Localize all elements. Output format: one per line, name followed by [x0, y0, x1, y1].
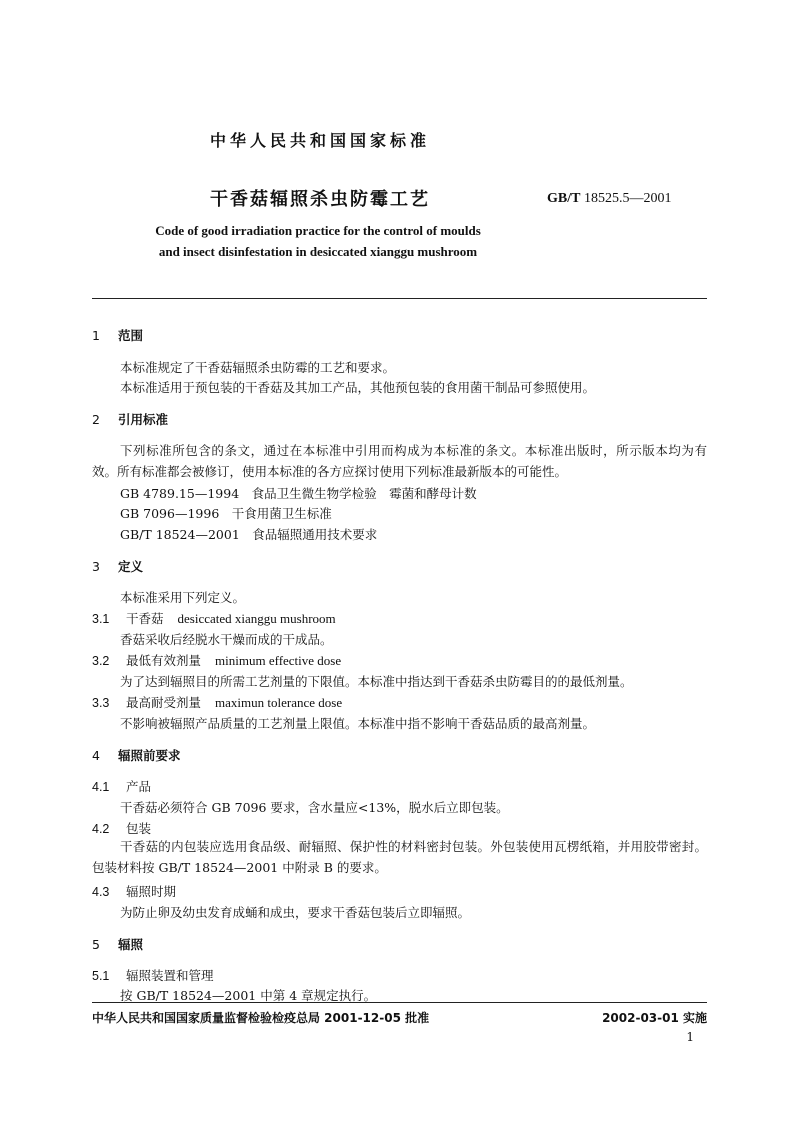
section-title: 辐照前要求 — [118, 748, 181, 763]
standard-number-value: 18525.5—2001 — [580, 191, 672, 206]
standard-number — [547, 191, 671, 207]
clause-5-1-heading — [92, 966, 214, 984]
section-3-paragraph: 本标准采用下列定义。 — [120, 590, 246, 605]
section-number: 4 — [92, 748, 100, 763]
effective-date: 2002-03-01 实施 — [602, 1011, 707, 1025]
section-1-paragraph: 本标准适用于预包装的干香菇及其加工产品，其他预包装的食用菌干制品可参照使用。 — [120, 380, 596, 395]
clause-number: 3.2 — [92, 654, 110, 668]
definition-term: 最低有效剂量 — [126, 653, 202, 668]
definition-text: 不影响被辐照产品质量的工艺剂量上限值。本标准中指不影响干香菇品质的最高剂量。 — [120, 716, 596, 731]
definition-3-3-heading — [92, 693, 342, 711]
section-title: 引用标准 — [118, 412, 169, 427]
definition-term-english: minimum effective dose — [215, 653, 342, 668]
section-4-heading — [92, 746, 181, 764]
standard-category: 中华人民共和国国家标准 — [209, 131, 430, 150]
clause-4-2-heading — [92, 819, 151, 837]
definition-text: 为了达到辐照目的所需工艺剂量的下限值。本标准中指达到干香菇杀虫防霉目的的最低剂量。 — [120, 674, 633, 689]
clause-number: 3.1 — [92, 612, 110, 626]
section-number: 3 — [92, 559, 100, 574]
clause-text: 干香菇的内包装应选用食品级、耐辐照、保护性的材料密封包装。外包装使用瓦楞纸箱，并用胶带密封。包装材料按 GB/T 18524—2001 中附录 B 的要求。 — [92, 839, 707, 875]
definition-3-1-heading — [92, 609, 336, 627]
section-number: 5 — [92, 937, 100, 952]
section-5-heading — [92, 935, 143, 953]
definition-3-2-heading — [92, 651, 341, 669]
clause-4-1-heading — [92, 777, 151, 795]
definition-term-english: desiccated xianggu mushroom — [177, 611, 336, 626]
reference-item: GB/T 18524—2001 食品辐照通用技术要求 — [120, 527, 378, 542]
page-number: 1 — [686, 1030, 694, 1044]
clause-number: 4.1 — [92, 780, 110, 794]
section-3-heading — [92, 557, 143, 575]
clause-number: 4.2 — [92, 822, 110, 836]
section-title: 定义 — [118, 559, 144, 574]
clause-text: 干香菇必须符合 GB 7096 要求，含水量应<13%，脱水后立即包装。 — [120, 800, 509, 815]
clause-title: 包装 — [126, 821, 152, 836]
approval-issuer: 中华人民共和国国家质量监督检验检疫总局 2001-12-05 批准 — [92, 1011, 430, 1025]
section-2-heading — [92, 410, 168, 428]
clause-4-3-heading — [92, 882, 176, 900]
section-number: 1 — [92, 328, 100, 343]
definition-text: 香菇采收后经脱水干燥而成的干成品。 — [120, 632, 333, 647]
definition-term-english: maximun tolerance dose — [215, 695, 343, 710]
standard-number-prefix: GB/T — [547, 191, 581, 206]
section-1-heading — [92, 326, 143, 344]
reference-item: GB 7096—1996 干食用菌卫生标准 — [120, 506, 332, 521]
clause-title: 辐照时期 — [126, 884, 177, 899]
clause-text: 为防止卵及幼虫发育成蛹和成虫，要求干香菇包装后立即辐照。 — [120, 905, 471, 920]
section-title: 范围 — [118, 328, 144, 343]
clause-title: 产品 — [126, 779, 152, 794]
english-title-line1: Code of good irradiation practice for the control of moulds — [155, 223, 481, 238]
document-title: 干香菇辐照杀虫防霉工艺 — [210, 189, 430, 210]
header-divider — [92, 298, 707, 299]
definition-term: 最高耐受剂量 — [126, 695, 202, 710]
reference-item: GB 4789.15—1994 食品卫生微生物学检验 霉菌和酵母计数 — [120, 486, 477, 501]
english-title-line2: and insect disinfestation in desiccated xianggu mushroom — [158, 244, 478, 259]
section-number: 2 — [92, 412, 100, 427]
definition-term: 干香菇 — [126, 611, 164, 626]
clause-title: 辐照装置和管理 — [126, 968, 214, 983]
footer-divider — [92, 1002, 707, 1003]
clause-number: 4.3 — [92, 885, 110, 899]
clause-number: 3.3 — [92, 696, 110, 710]
section-2-paragraph: 下列标准所包含的条文，通过在本标准中引用而构成为本标准的条文。本标准出版时，所示版本均为有效。所有标准都会被修订，使用本标准的各方应探讨使用下列标准最新版本的可能性。 — [92, 443, 707, 479]
section-title: 辐照 — [118, 937, 144, 952]
section-1-paragraph: 本标准规定了干香菇辐照杀虫防霉的工艺和要求。 — [120, 360, 396, 375]
clause-text: 按 GB/T 18524—2001 中第 4 章规定执行。 — [120, 988, 377, 1003]
clause-number: 5.1 — [92, 969, 110, 983]
